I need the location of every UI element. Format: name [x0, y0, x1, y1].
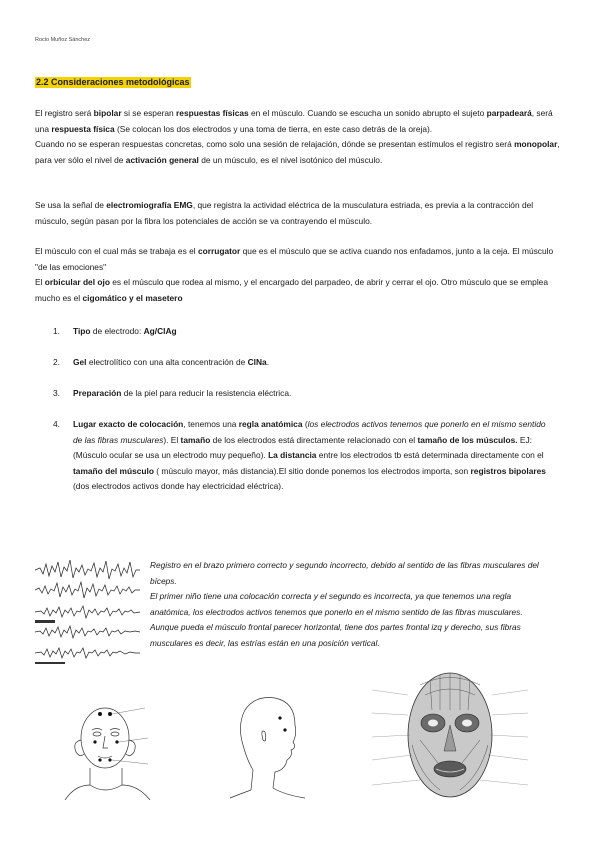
list-item: 1. Tipo de electrodo: Ag/ClAg: [56, 324, 556, 340]
list-number: 1.: [53, 326, 60, 336]
facial-muscles-anatomy: [370, 665, 530, 815]
emg-recording-figure: [35, 550, 145, 668]
list-item: 4. Lugar exacto de colocación, tenemos una regla anatómica (los electrodos activos tenemos que ponerlo en el mismo sentido de las fibras musculares). El tamaño de los electrodos está directamente relacionado con el tamaño de los músculos. EJ: (Músculo ocular se usa un electrodo muy pequeño). La distancia entre los electrodos tb está determinada directamente con el tamaño del músculo ( músculo mayor, más distancia).El sitio donde ponemos los electrodos importa, son registros bipolares (dos electrodos activos donde hay electricidad eléctrica).: [53, 419, 546, 491]
list-number: 2.: [53, 357, 60, 367]
list-item: 2. Gel electrolítico con una alta concentración de ClNa.: [56, 355, 556, 371]
paragraph-muscles: El músculo con el cual más se trabaja es el corrugator que es el músculo que se activa cuando nos enfadamos, junto a la ceja. El músculo "de las emociones" El orbicular del ojo es el músculo que rodea al mismo, y el encargado del parpadeo, de abrir y cerrar el ojo. Otro músculo que se emplea mucho es el cigomático y el masetero: [35, 246, 554, 303]
list-number: 3.: [53, 388, 60, 398]
face-electrode-diagram-1: [60, 690, 155, 800]
head-profile-diagram: [225, 690, 310, 800]
paragraph-emg: Se usa la señal de electromiografía EMG, que registra la actividad eléctrica de la musculatura estriada, es previa a la contracción del músculo, según pasan por la fibra los potenciales de acción se va contrayendo el músculo.: [35, 200, 534, 226]
section-title: 2.2 Consideraciones metodológicas: [36, 77, 190, 87]
paragraph-bipolar: El registro será bipolar si se esperan respuestas físicas en el músculo. Cuando se escucha un sonido abrupto el sujeto parpadeará, será una respuesta física (Se colocan los dos electrodos y una toma de tierra, en este caso detrás de la oreja). Cuando no se esperan respuestas concretas, como solo una sesión de relajación, dónde se presentan estímulos el registro será monopolar, para ver sólo el nivel de activación general de un músculo, es el nivel isotónico del músculo.: [35, 108, 560, 165]
figure-caption: Registro en el brazo primero correcto y segundo incorrecto, debido al sentido de las fibras musculares del bíceps. El primer niño tiene una colocación correcta y el segundo es incorrecta, ya que tenemos una regla anatómica, los electrodos activos tenemos que ponerlo en el mismo sentido de las fibras musculares. Aunque pueda el músculo frontal parecer horizontal, tiene dos partes frontal izq y derecho, sus fibras musculares es decir, las estrías están en una posición vertical.: [150, 560, 539, 648]
list-item: 3. Preparación de la piel para reducir la resistencia eléctrica.: [56, 386, 556, 402]
header-author: Rocio Muñoz Sánchez: [35, 37, 91, 43]
list-number: 4.: [53, 419, 60, 429]
